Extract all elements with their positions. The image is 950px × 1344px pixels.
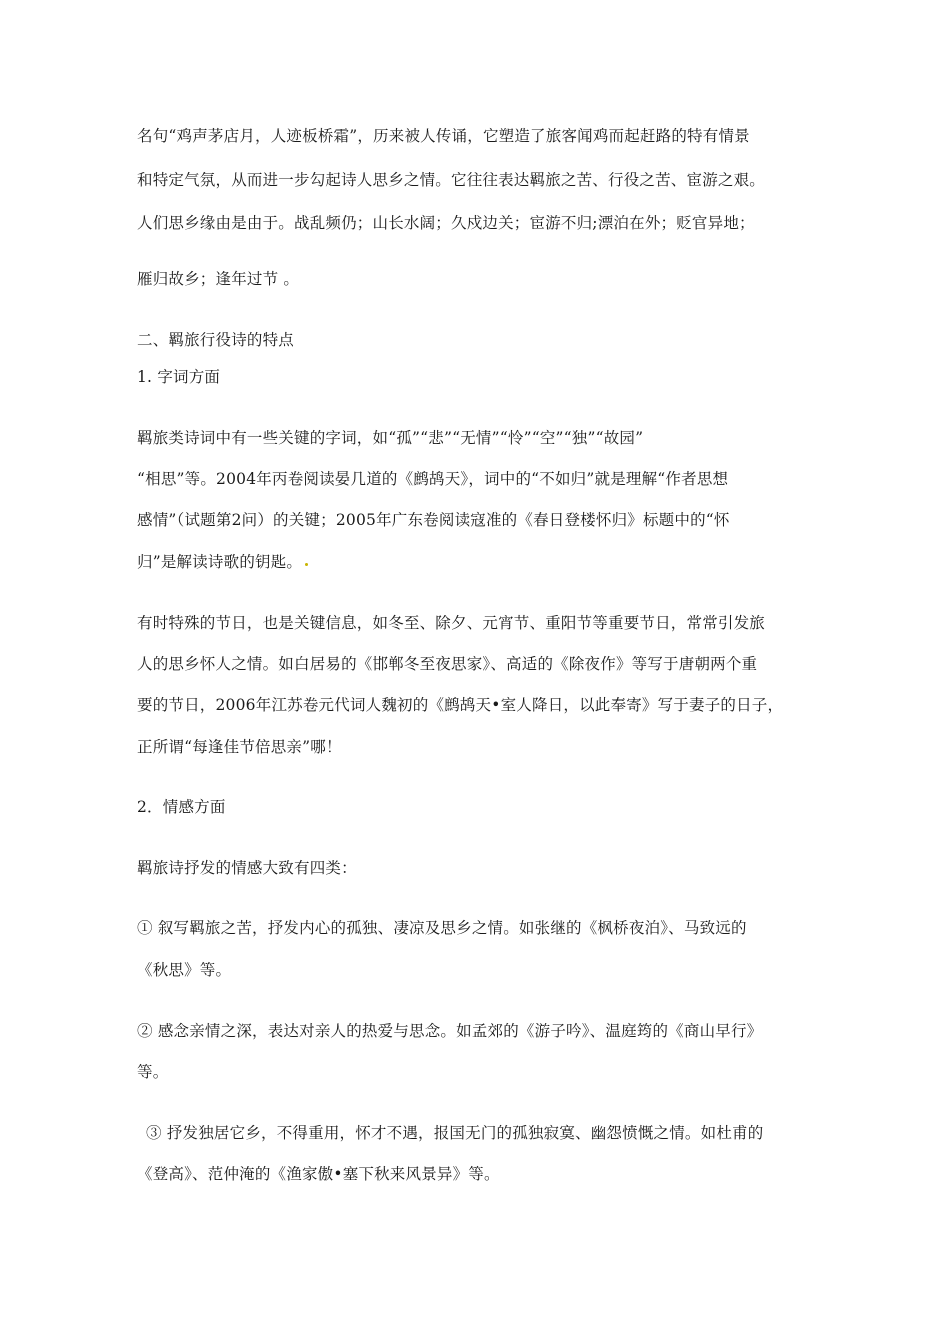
- text-line-12: 人的思乡怀人之情。如白居易的《邯郸冬至夜思家》、高适的《除夜作》等写于唐朝两个重: [137, 655, 758, 673]
- text-line-9: 感情”（试题第2问）的关键；2005年广东卷阅读寇准的《春日登楼怀归》标题中的“怀: [137, 511, 730, 529]
- list-item-2-line-1: ② 感念亲情之深，表达对亲人的热爱与思念。如孟郊的《游子吟》、温庭筠的《商山早行》: [137, 1022, 763, 1040]
- text-line-11: 有时特殊的节日，也是关键信息，如冬至、除夕、元宵节、重阳节等重要节日，常常引发旅: [137, 614, 766, 632]
- text-line-13: 要的节日，2006年江苏卷元代词人魏初的《鹧鸪天•室人降日，以此奉寄》写于妻子的日子，: [137, 696, 784, 714]
- text-line-4: 雁归故乡；逢年过节 。: [137, 270, 300, 288]
- list-item-3-line-2: 《登高》、范仲淹的《渔家傲•塞下秋来风景异》等。: [137, 1165, 500, 1183]
- subsection-heading-2: 2．情感方面: [137, 798, 226, 816]
- list-item-3-line-1: ③ 抒发独居它乡，不得重用，怀才不遇，报国无门的孤独寂寞、幽怨愤慨之情。如杜甫的: [146, 1124, 764, 1142]
- text-line-7: 羁旅类诗词中有一些关键的字词，如“孤”“悲”“无情”“怜”“空”“独”“故园”: [137, 429, 644, 447]
- text-line-8: “相思”等。2004年丙卷阅读晏几道的《鹧鸪天》，词中的“不如归”就是理解“作者思想: [137, 470, 729, 488]
- text-line-2: 和特定气氛，从而进一步勾起诗人思乡之情。它往往表达羁旅之苦、行役之苦、宦游之艰。: [137, 171, 766, 189]
- highlight-dot: [305, 563, 308, 566]
- section-heading-2: 二、羁旅行役诗的特点: [137, 331, 295, 349]
- text-line-10: [137, 552, 308, 572]
- text-line-14: 正所谓“每逢佳节倍思亲”哪！: [137, 738, 342, 756]
- list-item-1-line-1: ① 叙写羁旅之苦，抒发内心的孤独、凄凉及思乡之情。如张继的《枫桥夜泊》、马致远的: [137, 919, 747, 937]
- subsection-heading-1: 1. 字词方面: [137, 368, 221, 386]
- list-item-2-line-2: 等。: [137, 1063, 169, 1081]
- text-line-1: 名句“鸡声茅店月，人迹板桥霜”，历来被人传诵，它塑造了旅客闻鸡而起赶路的特有情景: [137, 127, 750, 145]
- text-line-3: 人们思乡缘由是由于。战乱频仍；山长水阔；久戍边关；宦游不归;漂泊在外；贬官异地；: [137, 214, 755, 232]
- text-line-10-content: 归”是解读诗歌的钥匙。: [137, 553, 303, 571]
- list-item-1-line-2: 《秋思》等。: [137, 961, 232, 979]
- text-line-16: 羁旅诗抒发的情感大致有四类：: [137, 859, 357, 877]
